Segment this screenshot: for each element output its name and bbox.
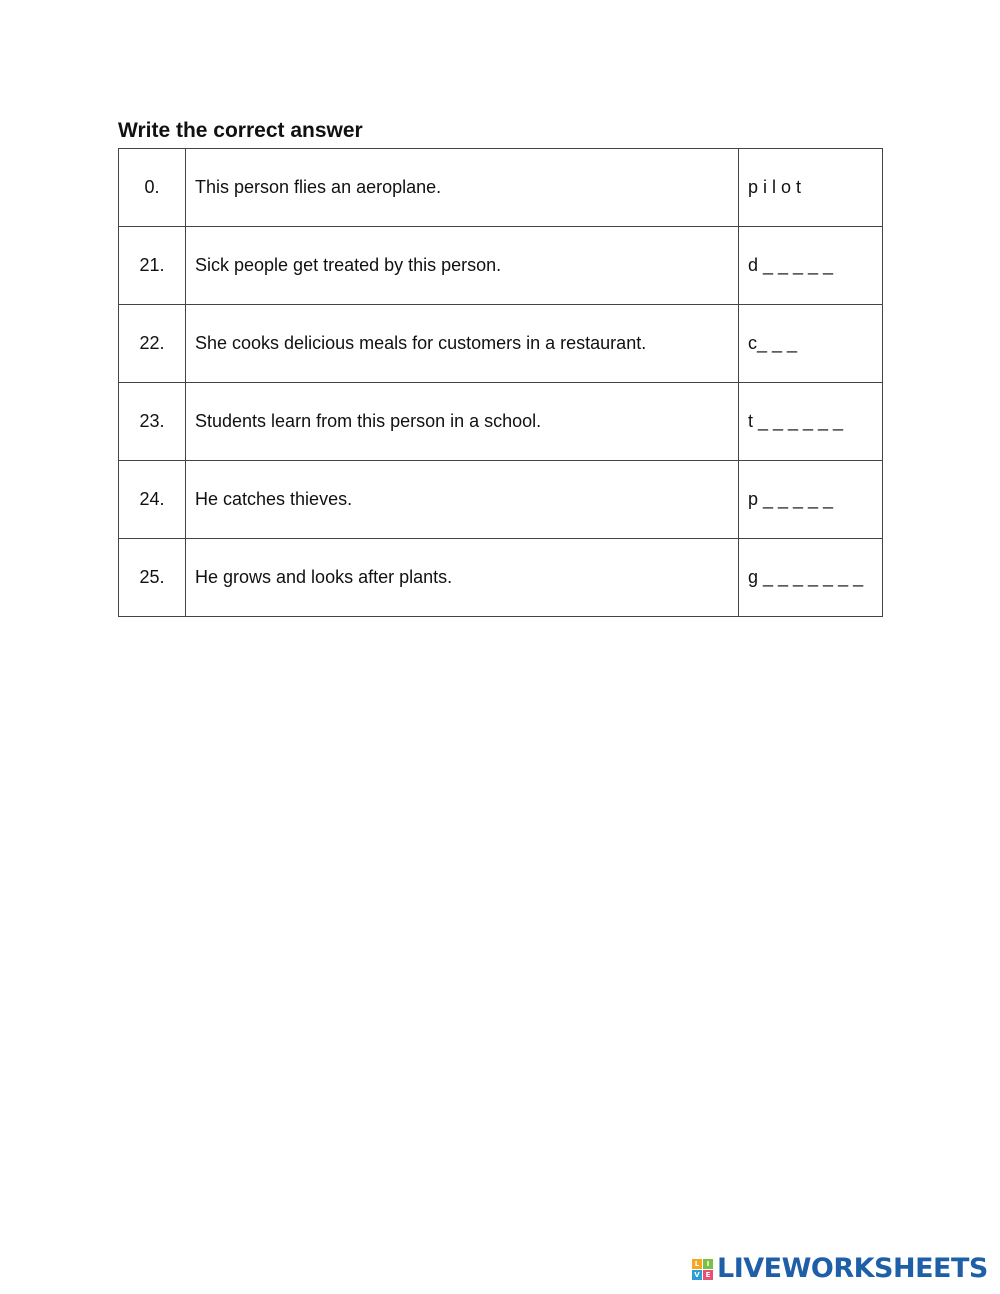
question-text: Sick people get treated by this person.	[186, 227, 739, 305]
worksheet-title: Write the correct answer	[118, 119, 363, 142]
table-row	[119, 149, 883, 227]
question-number: 22.	[119, 305, 186, 383]
table-row	[119, 539, 883, 617]
liveworksheets-logo[interactable]	[692, 1255, 988, 1283]
answer-field[interactable]: t _ _ _ _ _ _	[739, 383, 883, 461]
table-row	[119, 383, 883, 461]
question-number: 21.	[119, 227, 186, 305]
question-text: Students learn from this person in a school.	[186, 383, 739, 461]
table-row	[119, 461, 883, 539]
logo-mark-icon	[692, 1259, 713, 1280]
question-number: 25.	[119, 539, 186, 617]
question-text: He grows and looks after plants.	[186, 539, 739, 617]
questions-table	[118, 148, 883, 617]
answer-field[interactable]: p i l o t	[739, 149, 883, 227]
logo-text: LIVEWORKSHEETS	[717, 1253, 988, 1284]
answer-field[interactable]: c_ _ _	[739, 305, 883, 383]
logo-letter-v: V	[692, 1270, 702, 1280]
logo-letter-e: E	[703, 1270, 713, 1280]
question-text: This person flies an aeroplane.	[186, 149, 739, 227]
question-number: 24.	[119, 461, 186, 539]
answer-field[interactable]: p _ _ _ _ _	[739, 461, 883, 539]
question-text: He catches thieves.	[186, 461, 739, 539]
logo-letter-i: I	[703, 1259, 713, 1269]
table-row	[119, 227, 883, 305]
question-number: 23.	[119, 383, 186, 461]
question-text: She cooks delicious meals for customers in a restaurant.	[186, 305, 739, 383]
logo-letter-l: L	[692, 1259, 702, 1269]
table-row	[119, 305, 883, 383]
answer-field[interactable]: g _ _ _ _ _ _ _	[739, 539, 883, 617]
question-number: 0.	[119, 149, 186, 227]
answer-field[interactable]: d _ _ _ _ _	[739, 227, 883, 305]
